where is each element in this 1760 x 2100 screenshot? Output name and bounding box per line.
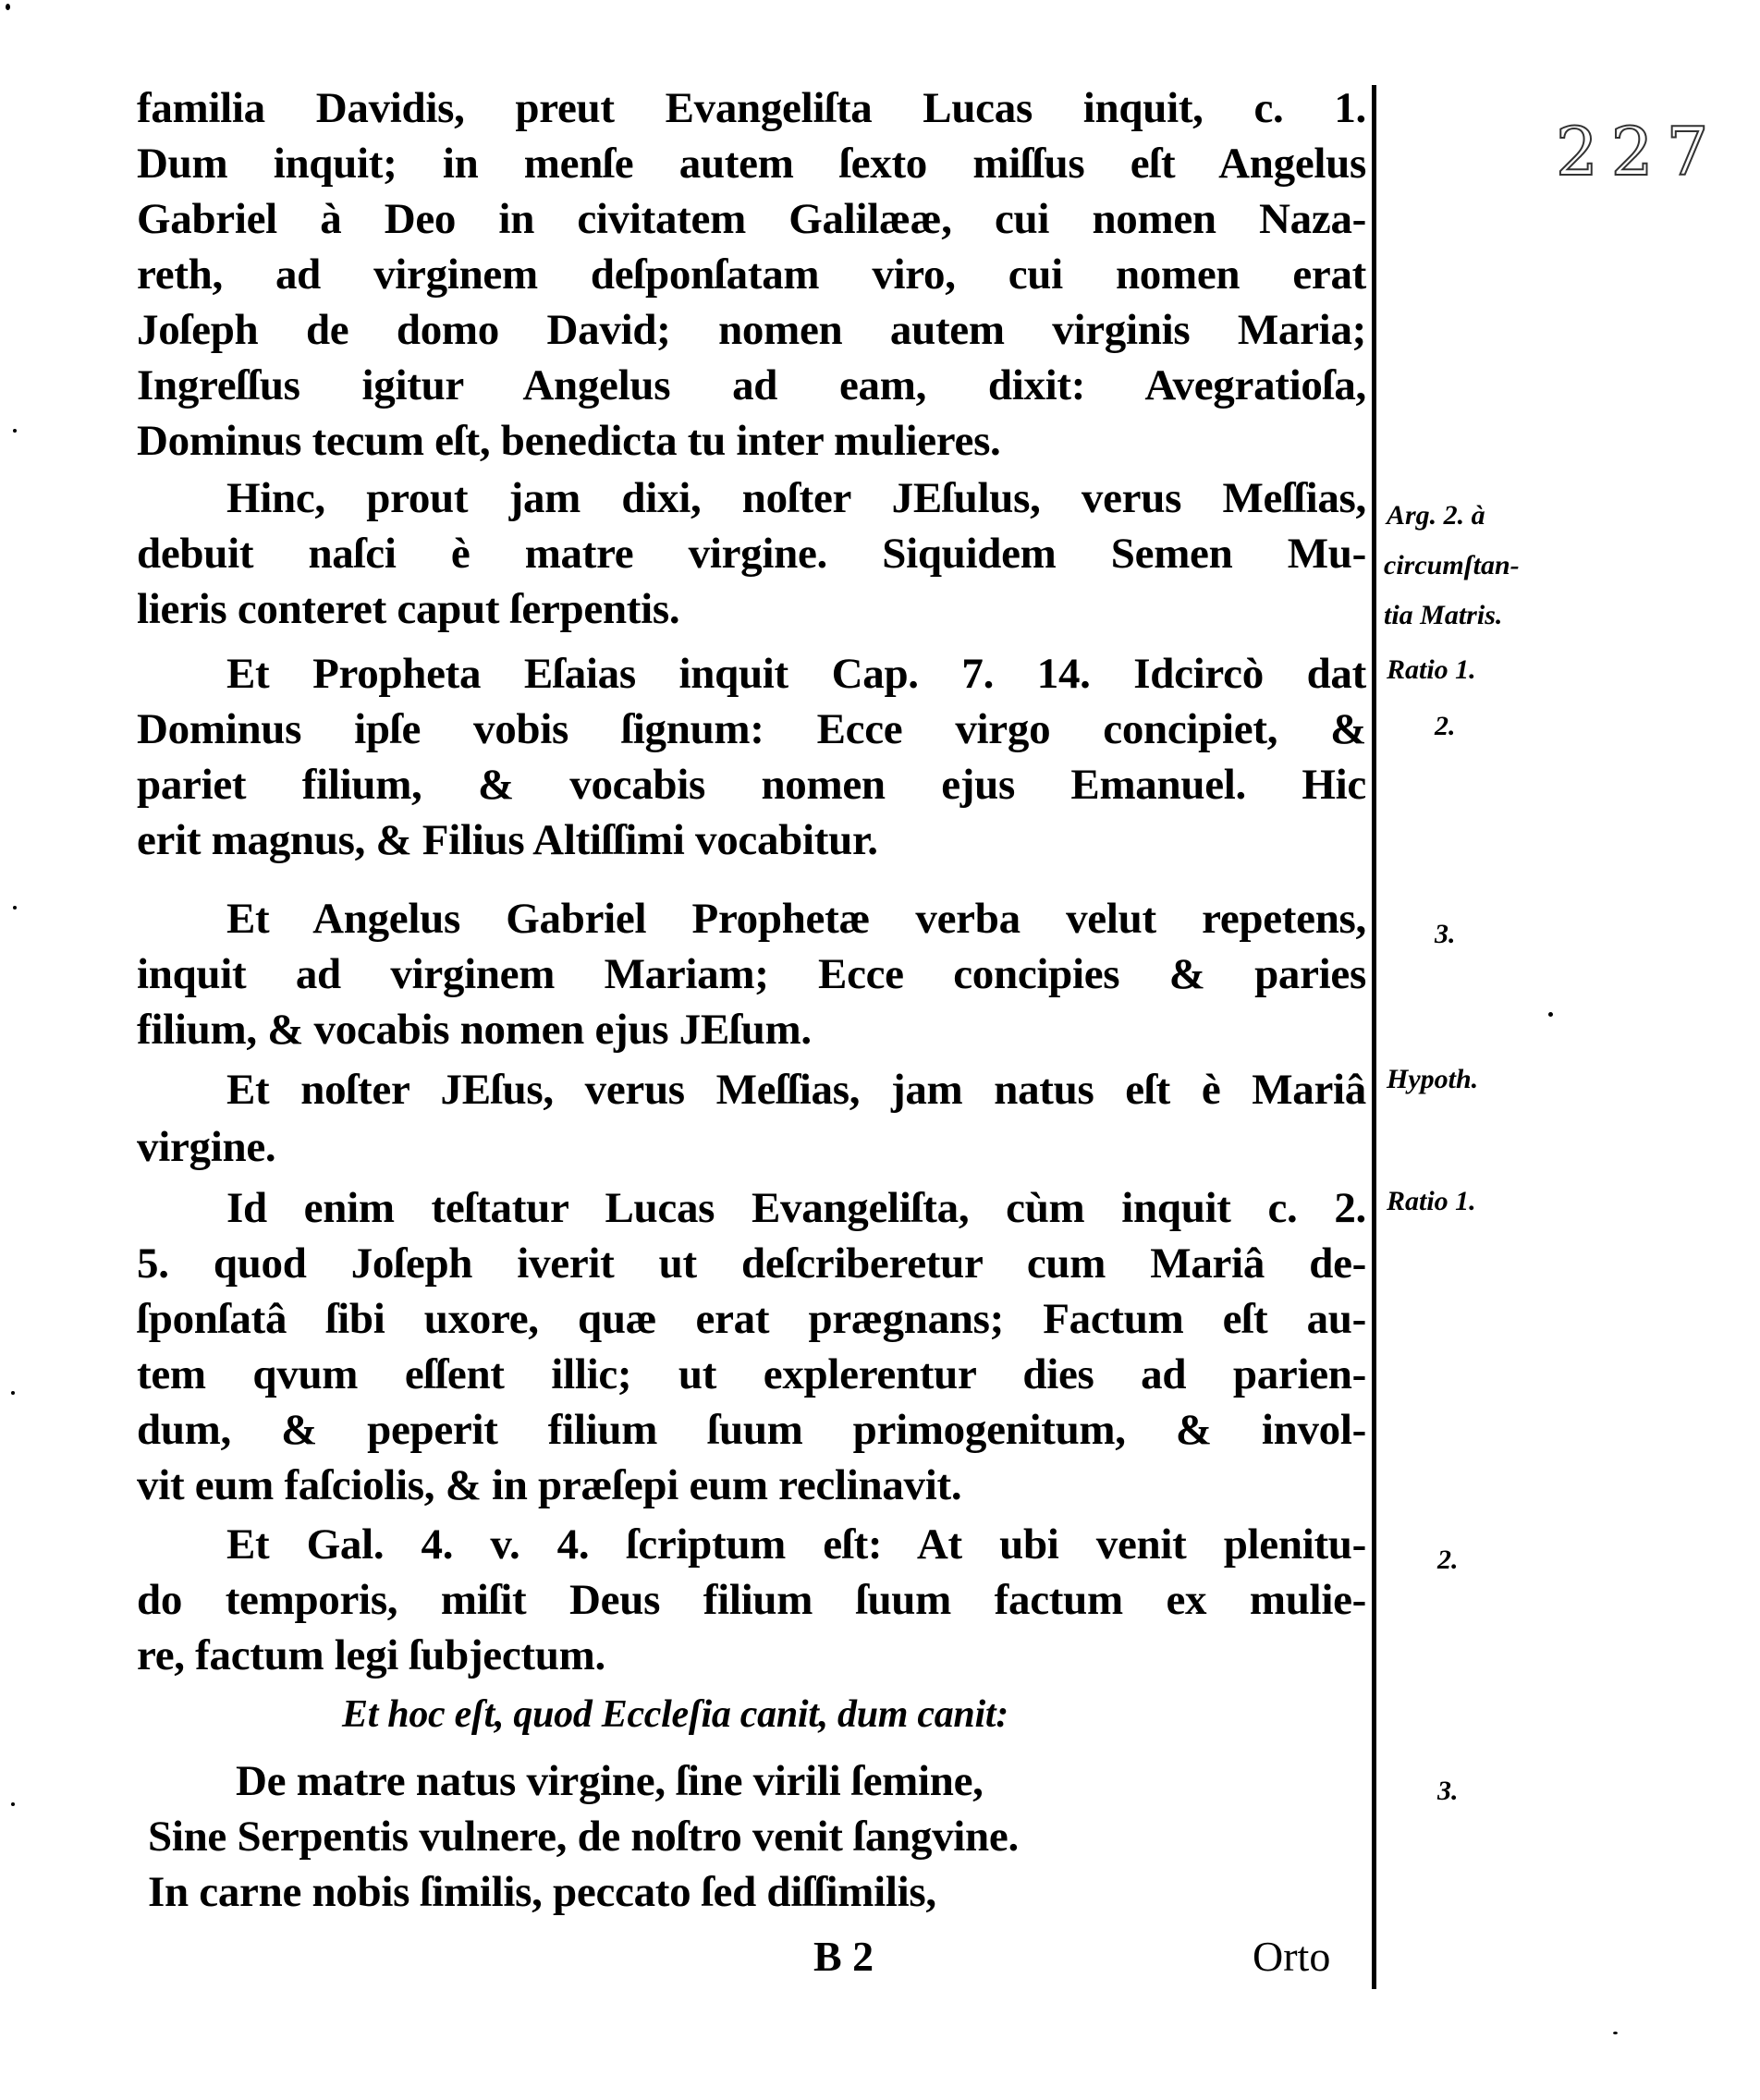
body-line: vit eum faſciolis, & in præſepi eum reclinavit.	[137, 1461, 962, 1509]
margin-note: Hypoth.	[1387, 1064, 1479, 1094]
body-line: Dominus ipſe vobis ſignum: Ecce virgo concipiet, &	[137, 705, 1366, 753]
body-line: tem qvum eſſent illic; ut explerentur dies ad parien-	[137, 1350, 1366, 1398]
margin-note: circumſtan-	[1384, 550, 1520, 580]
margin-rule	[1372, 85, 1376, 1989]
catchword: Orto	[1253, 1933, 1331, 1980]
margin-note: 2.	[1435, 711, 1456, 741]
body-line: Et Gal. 4. v. 4. ſcriptum eſt: At ubi venit plenitu-	[226, 1520, 1366, 1569]
scan-speck	[1548, 1012, 1553, 1017]
body-line: Gabriel à Deo in civitatem Galilææ, cui nomen Naza-	[137, 195, 1366, 243]
body-line: Et Propheta Eſaias inquit Cap. 7. 14. Idcircò dat	[226, 650, 1366, 698]
margin-note: 3.	[1435, 919, 1456, 949]
body-line: lieris conteret caput ſerpentis.	[137, 585, 680, 633]
margin-note: Ratio 1.	[1387, 654, 1476, 685]
signature-mark: B 2	[813, 1933, 874, 1980]
body-line: debuit naſci è matre virgine. Siquidem Semen Mu-	[137, 530, 1366, 578]
hymn-line: De matre natus virgine, ſine virili ſemine,	[236, 1757, 984, 1805]
scan-speck	[11, 1391, 15, 1395]
body-line: Joſeph de domo David; nomen autem virginis Maria;	[137, 306, 1366, 354]
body-line: reth, ad virginem deſponſatam viro, cui nomen erat	[137, 250, 1366, 299]
body-line: inquit ad virginem Mariam; Ecce concipies & paries	[137, 950, 1366, 998]
body-line: ſponſatâ ſibi uxore, quæ erat prægnans; Factum eſt au-	[137, 1295, 1366, 1343]
italic-heading: Et hoc eſt, quod Eccleſia canit, dum canit:	[342, 1693, 1008, 1736]
scan-speck	[13, 906, 17, 910]
scan-speck	[6, 4, 10, 10]
scan-speck	[13, 429, 17, 433]
margin-note: Ratio 1.	[1387, 1186, 1476, 1216]
body-line: Et Angelus Gabriel Prophetæ verba velut repetens,	[226, 895, 1366, 943]
body-line: Et noſter JEſus, verus Meſſias, jam natus eſt è Mariâ	[226, 1066, 1366, 1114]
body-line: Id enim teſtatur Lucas Evangeliſta, cùm inquit c. 2.	[226, 1184, 1366, 1232]
scan-speck	[1613, 2032, 1618, 2034]
folio-number: 227	[1556, 113, 1722, 190]
body-line: re, factum legi ſubjectum.	[137, 1631, 605, 1679]
body-line: familia Davidis, preut Evangeliſta Lucas inquit, c. 1.	[137, 84, 1366, 132]
margin-note: 3.	[1437, 1776, 1459, 1806]
scan-speck	[11, 1802, 15, 1806]
body-line: Hinc, prout jam dixi, noſter JEſulus, verus Meſſias,	[226, 474, 1366, 522]
hymn-line: Sine Serpentis vulnere, de noſtro venit ſangvine.	[148, 1813, 1019, 1861]
body-line: pariet filium, & vocabis nomen ejus Emanuel. Hic	[137, 761, 1366, 809]
body-line: dum, & peperit filium ſuum primogenitum, & invol-	[137, 1406, 1366, 1454]
hymn-line: In carne nobis ſimilis, peccato ſed diſſimilis,	[148, 1868, 936, 1916]
body-line: Ingreſſus igitur Angelus ad eam, dixit: Avegratioſa,	[137, 361, 1366, 409]
margin-note: 2.	[1437, 1544, 1459, 1575]
body-line: do temporis, miſit Deus filium ſuum factum ex mulie-	[137, 1576, 1366, 1624]
body-line: 5. quod Joſeph iverit ut deſcriberetur cum Mariâ de-	[137, 1239, 1366, 1288]
body-line: filium, & vocabis nomen ejus JEſum.	[137, 1006, 812, 1054]
margin-note: tia Matris.	[1384, 600, 1503, 630]
margin-note: Arg. 2. à	[1387, 500, 1485, 531]
body-line: erit magnus, & Filius Altiſſimi vocabitur.	[137, 816, 878, 864]
body-line: Dum inquit; in menſe autem ſexto miſſus eſt Angelus	[137, 140, 1366, 188]
body-line: virgine.	[137, 1123, 276, 1171]
body-line: Dominus tecum eſt, benedicta tu inter mulieres.	[137, 417, 1001, 465]
